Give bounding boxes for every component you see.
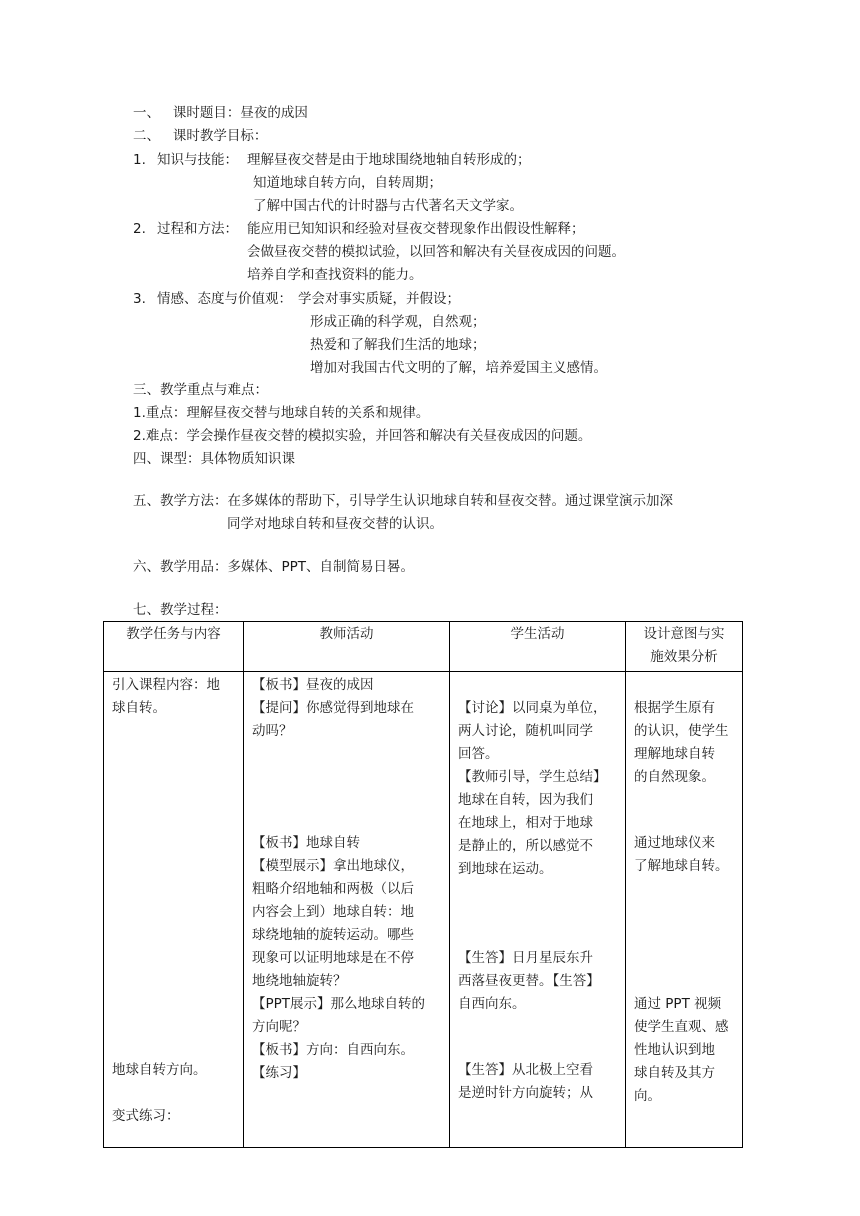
teacher-line: 【板书】昼夜的成因 [252,677,374,693]
student-line: 地球在自转，因为我们 [458,792,593,808]
section-6: 六、教学用品：多媒体、PPT、自制简易日晷。 [133,559,415,575]
header-student [450,622,626,672]
goal-1-line-3: 了解中国古代的计时器与古代著名天文学家。 [253,198,523,214]
goal-1-number: 1. [133,152,146,168]
student-line: 是逆时针方向旋转；从 [458,1085,593,1101]
goal-2-line-3: 培养自学和查找资料的能力。 [247,267,423,283]
teacher-line: 【练习】 [252,1065,306,1081]
section-1 [133,104,308,122]
teacher-line: 方向呢？ [252,1019,306,1035]
student-line: 【生答】从北极上空看 [458,1062,593,1078]
section-3: 三、教学重点与难点： [133,382,268,398]
goal-2-line-1: 能应用已知知识和经验对昼夜交替现象作出假设性解释； [247,221,585,237]
goal-1-label: 知识与技能： [157,152,238,168]
goal-2-line-2: 会做昼夜交替的模拟试验，以回答和解决有关昼夜成因的问题。 [247,244,625,260]
student-line: 回答。 [458,746,499,762]
goal-3-label: 情感、态度与价值观： [157,291,292,307]
section-5-line-1: 五、教学方法：在多媒体的帮助下，引导学生认识地球自转和昼夜交替。通过课堂演示加深 [133,493,673,509]
student-line: 【教师引导，学生总结】 [458,769,607,785]
lesson-process-table [103,621,743,1148]
design-line: 的自然现象。 [634,769,715,785]
header-task-label: 教学任务与内容 [126,626,221,642]
section-4: 四、课型：具体物质知识课 [133,451,295,467]
design-line: 理解地球自转 [634,746,715,762]
student-line: 自西向东。 [458,996,526,1012]
design-line: 通过地球仪来 [634,835,715,851]
teacher-line: 球绕地轴的旋转运动。哪些 [252,927,414,943]
table-header-row [104,622,743,672]
design-line: 向。 [634,1088,661,1104]
design-cell [626,672,743,1148]
header-design-label-1: 设计意图与实 [643,626,725,642]
design-line: 了解地球自转。 [634,858,729,874]
section-2 [133,127,267,145]
section-2-text: 课时教学目标： [172,128,268,144]
student-line: 西落昼夜更替。【生答】 [458,973,600,989]
design-line: 根据学生原有 [634,700,715,716]
goal-3-line-2: 形成正确的科学观，自然观； [310,314,486,330]
task-line: 球自转。 [112,700,166,716]
teacher-line: 【板书】地球自转 [252,835,360,851]
task-line: 地球自转方向。 [112,1062,207,1078]
goal-3-line-1: 学会对事实质疑，并假设； [298,291,460,307]
section-2-number: 二、 [133,128,160,144]
header-teacher [244,622,450,672]
teacher-line: 内容会上到）地球自转：地 [252,904,414,920]
student-line: 是静止的，所以感觉不 [458,838,593,854]
key-point: 1.重点：理解昼夜交替与地球自转的关系和规律。 [133,405,430,421]
teacher-line: 【PPT展示】那么地球自转的 [252,996,426,1012]
student-line: 【讨论】以同桌为单位， [458,700,607,716]
goal-3-number: 3. [133,291,146,307]
header-design [626,622,743,672]
task-line: 变式练习： [112,1108,180,1124]
section-5-line-2: 同学对地球自转和昼夜交替的认识。 [227,516,443,532]
student-line: 两人讨论，随机叫同学 [458,723,593,739]
goal-2-number: 2. [133,221,146,237]
difficult-point: 2.难点：学会操作昼夜交替的模拟实验，并回答和解决有关昼夜成因的问题。 [133,428,592,444]
student-line: 【生答】日月星辰东升 [458,950,593,966]
section-1-number: 一、 [133,105,160,121]
student-line: 到地球在运动。 [458,861,553,877]
goal-1-line-1: 理解昼夜交替是由于地球围绕地轴自转形成的； [247,152,531,168]
header-teacher-label: 教师活动 [319,626,374,642]
section-7: 七、教学过程： [133,602,228,618]
task-cell [104,672,244,1148]
student-cell [450,672,626,1148]
table-row [104,672,743,1148]
goal-3-line-4: 增加对我国古代文明的了解，培养爱国主义感情。 [310,360,607,376]
teacher-line: 【模型展示】拿出地球仪， [252,858,414,874]
design-line: 通过 PPT 视频 [634,996,722,1012]
header-task [104,622,244,672]
design-line: 球自转及其方 [634,1065,715,1081]
goal-1-line-2: 知道地球自转方向，自转周期； [253,175,442,191]
teacher-cell [244,672,450,1148]
teacher-line: 【提问】你感觉得到地球在 [252,700,414,716]
design-line: 性地认识到地 [634,1042,715,1058]
teacher-line: 粗略介绍地轴和两极（以后 [252,881,414,897]
teacher-line: 动吗？ [252,723,293,739]
design-line: 的认识，使学生 [634,723,729,739]
teacher-line: 现象可以证明地球是在不停 [252,950,414,966]
header-student-label: 学生活动 [510,626,565,642]
header-design-label-2: 施效果分析 [650,649,718,666]
task-line: 引入课程内容：地 [112,677,220,693]
goal-3-line-3: 热爱和了解我们生活的地球； [310,337,486,353]
section-1-text: 课时题目：昼夜的成因 [172,105,308,121]
teacher-line: 地绕地轴旋转？ [252,973,347,989]
goal-2-label: 过程和方法： [157,221,238,237]
teacher-line: 【板书】方向：自西向东。 [252,1042,414,1058]
design-line: 使学生直观、感 [634,1019,729,1035]
student-line: 在地球上，相对于地球 [458,815,593,831]
